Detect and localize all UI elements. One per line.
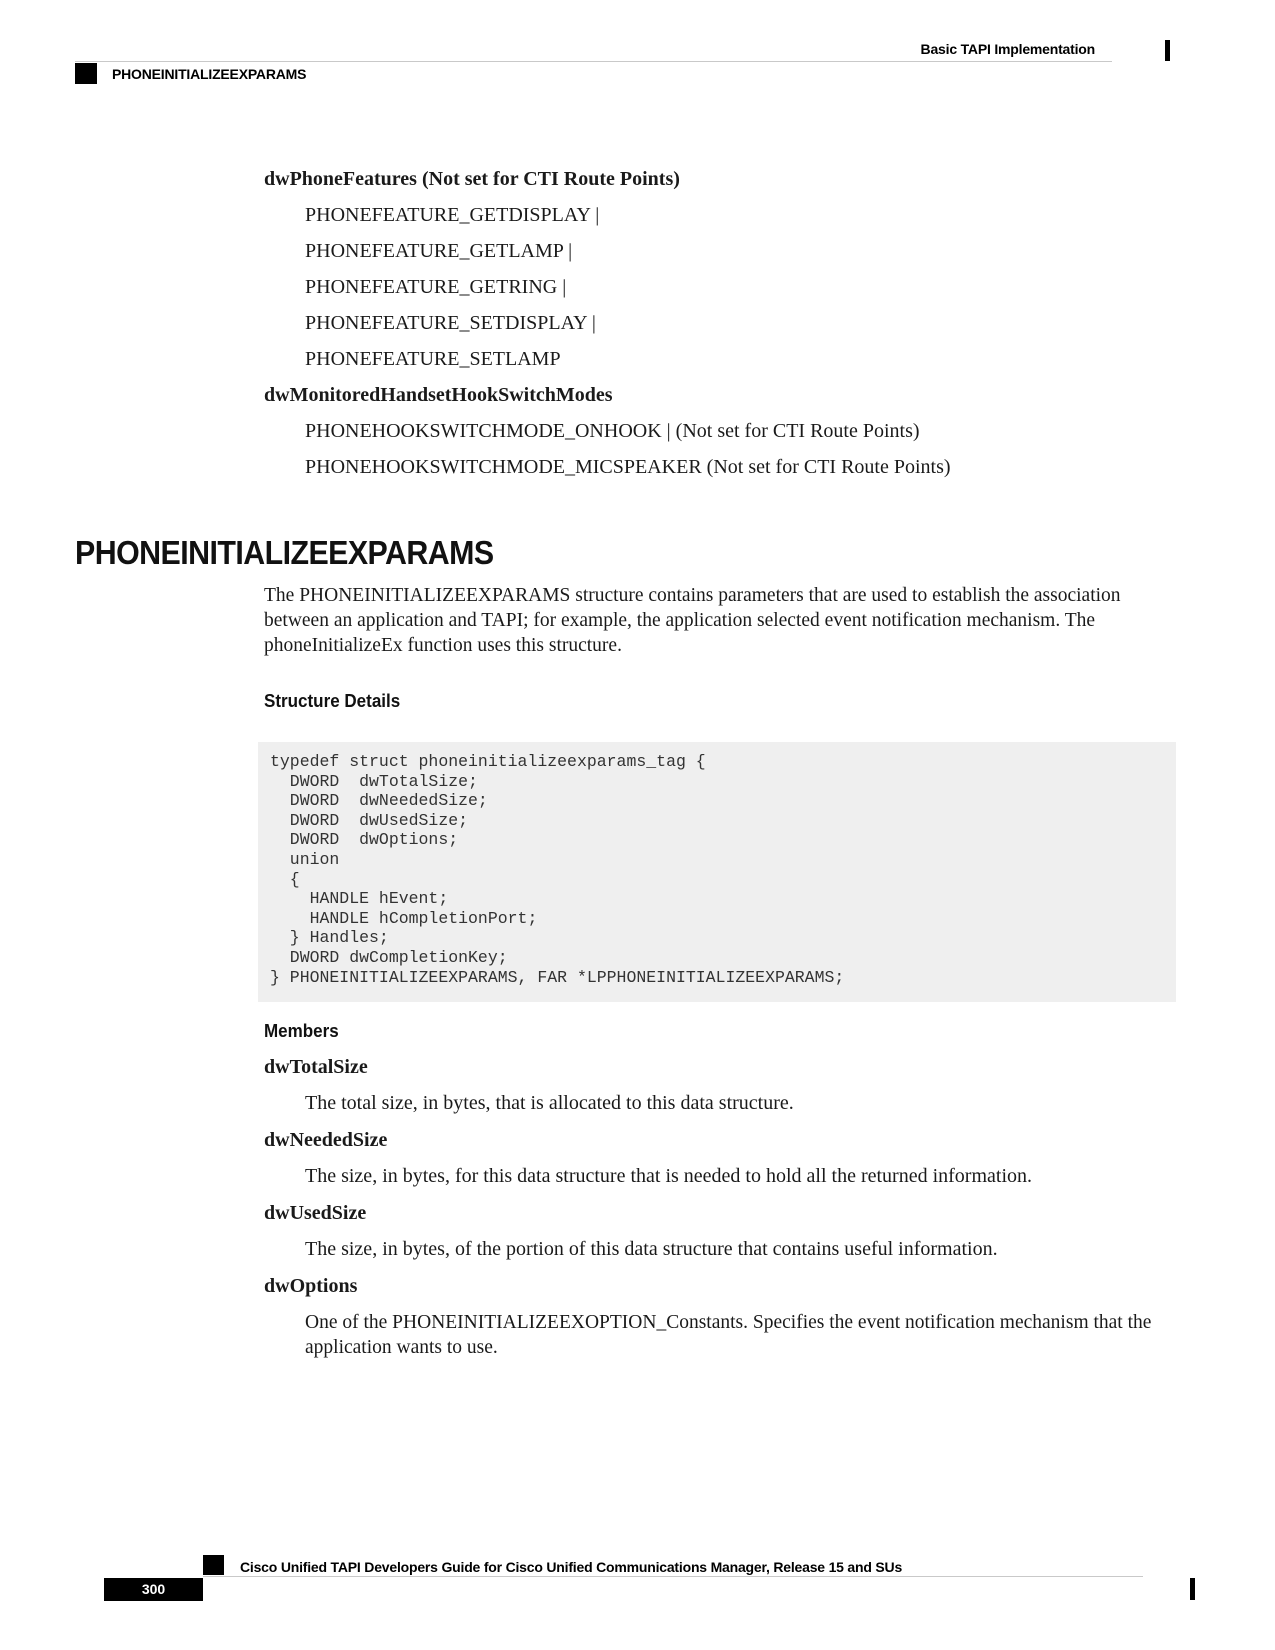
member-description: The size, in bytes, of the portion of this data structure that contains useful information. — [305, 1238, 998, 1260]
header-topic: PHONEINITIALIZEEXPARAMS — [112, 66, 307, 82]
code-block — [258, 742, 1176, 1002]
hookswitch-value: PHONEHOOKSWITCHMODE_MICSPEAKER (Not set for CTI Route Points) — [305, 456, 951, 478]
footer-rule — [203, 1576, 1143, 1577]
phone-feature-value: PHONEFEATURE_GETLAMP | — [305, 240, 573, 262]
header-rule — [75, 61, 1112, 62]
hookswitch-value: PHONEHOOKSWITCHMODE_ONHOOK | (Not set for CTI Route Points) — [305, 420, 920, 442]
term-phone-features: dwPhoneFeatures (Not set for CTI Route Points) — [264, 168, 680, 190]
header-marker-bar — [1165, 40, 1170, 61]
page-number: 300 — [104, 1578, 203, 1601]
footer-book-title: Cisco Unified TAPI Developers Guide for Cisco Unified Communications Manager, Release 15 and SUs — [240, 1559, 903, 1575]
section-intro: The PHONEINITIALIZEEXPARAMS structure contains parameters that are used to establish the association between an application and TAPI; for example, the application selected event notification mechanism. The phoneInitializeEx function uses this structure. — [264, 585, 1121, 656]
member-name: dwUsedSize — [264, 1202, 367, 1224]
member-name: dwNeededSize — [264, 1129, 388, 1151]
section-title: PHONEINITIALIZEEXPARAMS — [75, 534, 494, 571]
phone-feature-value: PHONEFEATURE_GETRING | — [305, 276, 567, 298]
member-description: The size, in bytes, for this data structure that is needed to hold all the returned information. — [305, 1165, 1033, 1187]
phone-feature-value: PHONEFEATURE_SETLAMP — [305, 348, 561, 370]
structure-details-heading: Structure Details — [264, 690, 401, 711]
member-description: The total size, in bytes, that is allocated to this data structure. — [305, 1092, 794, 1114]
footer-marker-bar — [1190, 1578, 1195, 1600]
term-hookswitch-modes: dwMonitoredHandsetHookSwitchModes — [264, 384, 613, 406]
member-name: dwOptions — [264, 1275, 358, 1297]
header-marker-square — [75, 63, 97, 84]
header-section-title: Basic TAPI Implementation — [920, 41, 1095, 57]
phone-feature-value: PHONEFEATURE_GETDISPLAY | — [305, 204, 600, 226]
phone-feature-value: PHONEFEATURE_SETDISPLAY | — [305, 312, 596, 334]
footer-marker-square — [203, 1555, 224, 1575]
code-text: typedef struct phoneinitializeexparams_tag { DWORD dwTotalSize; DWORD dwNeededSize; DWORD dwUsedSize; DWORD dwOptions; union { HANDLE hEvent; HANDLE hCompletionPort; } Handles; DWORD dwCompletionKey; } PHONEINITIALIZEEXPARAMS, FAR *LPPHONEINITIALIZEEXPARAMS; — [270, 752, 845, 987]
members-heading: Members — [264, 1020, 339, 1041]
member-name: dwTotalSize — [264, 1056, 368, 1078]
member-description: One of the PHONEINITIALIZEEXOPTION_Constants. Specifies the event notification mechanism that the application wants to use. — [305, 1312, 1152, 1358]
